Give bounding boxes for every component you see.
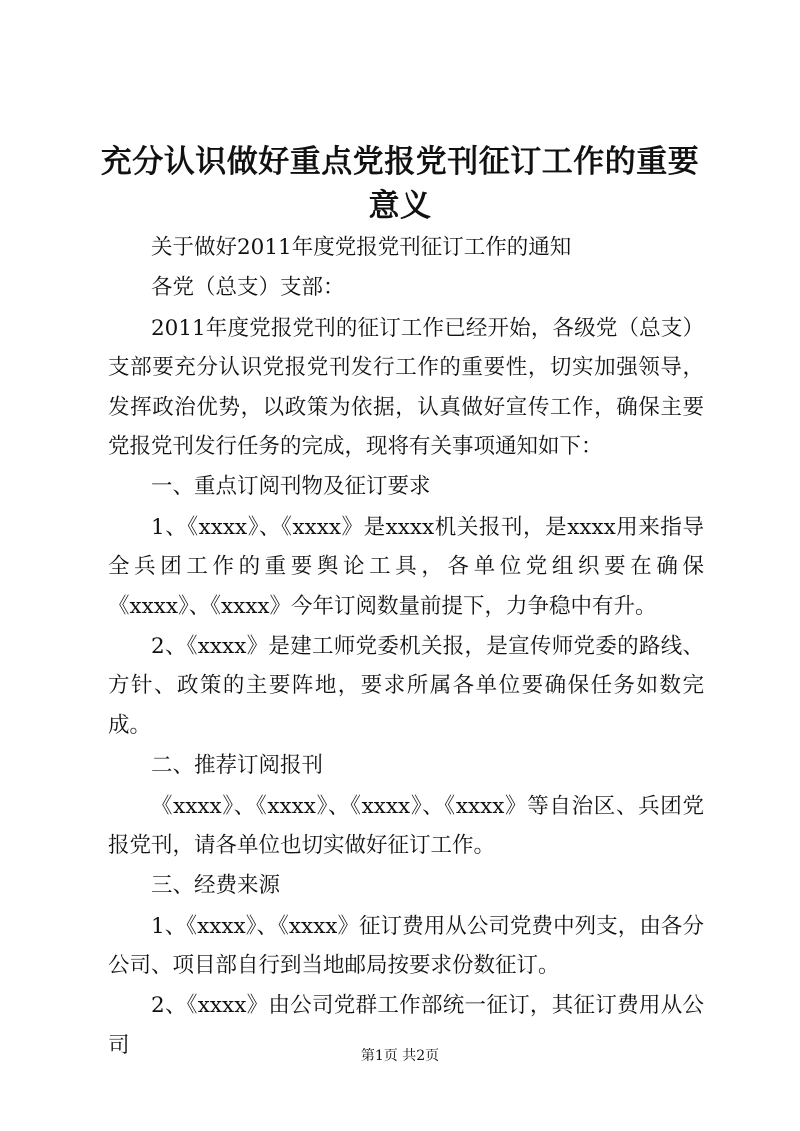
- section-1-item-1: 1、《xxxx》、《xxxx》是xxxx机关报刊，是xxxx用来指导全兵团工作的重要舆论工具，各单位党组织要在确保《xxxx》、《xxxx》今年订阅数量前提下，力争稳中有升。: [108, 514, 704, 619]
- section-heading-1: 一、重点订阅刊物及征订要求: [151, 474, 431, 500]
- section-1-item-2: 2、《xxxx》是建工师党委机关报，是宣传师党委的路线、方针、政策的主要阵地，要求所属各单位要确保任务如数完成。: [108, 633, 704, 738]
- salutation: 各党（总支）支部：: [151, 275, 345, 301]
- section-heading-2: 二、推荐订阅报刊: [151, 753, 324, 779]
- section-3-item-2: 2、《xxxx》由公司党群工作部统一征订，其征订费用从公司: [108, 993, 704, 1058]
- section-heading-3: 三、经费来源: [151, 873, 281, 899]
- notice-heading: 关于做好2011年度党报党刊征订工作的通知: [151, 235, 572, 260]
- document-title: 充分认识做好重点党报党刊征订工作的重要意义: [100, 144, 700, 224]
- section-3-item-1: 1、《xxxx》、《xxxx》征订费用从公司党费中列支，由各分公司、项目部自行到当地邮局按要求份数征订。: [108, 913, 704, 979]
- section-2-paragraph: 《xxxx》、《xxxx》、《xxxx》、《xxxx》等自治区、兵团党报党刊，请各单位也切实做好征订工作。: [108, 793, 704, 859]
- document-body: [108, 228, 704, 1066]
- intro-paragraph: 2011年度党报党刊的征订工作已经开始，各级党（总支）支部要充分认识党报党刊发行工作的重要性，切实加强领导，发挥政治优势，以政策为依据，认真做好宣传工作，确保主要党报党刊发行任务的完成，现将有关事项通知如下：: [108, 315, 704, 460]
- page-number-footer: 第1页 共2页: [360, 1048, 440, 1064]
